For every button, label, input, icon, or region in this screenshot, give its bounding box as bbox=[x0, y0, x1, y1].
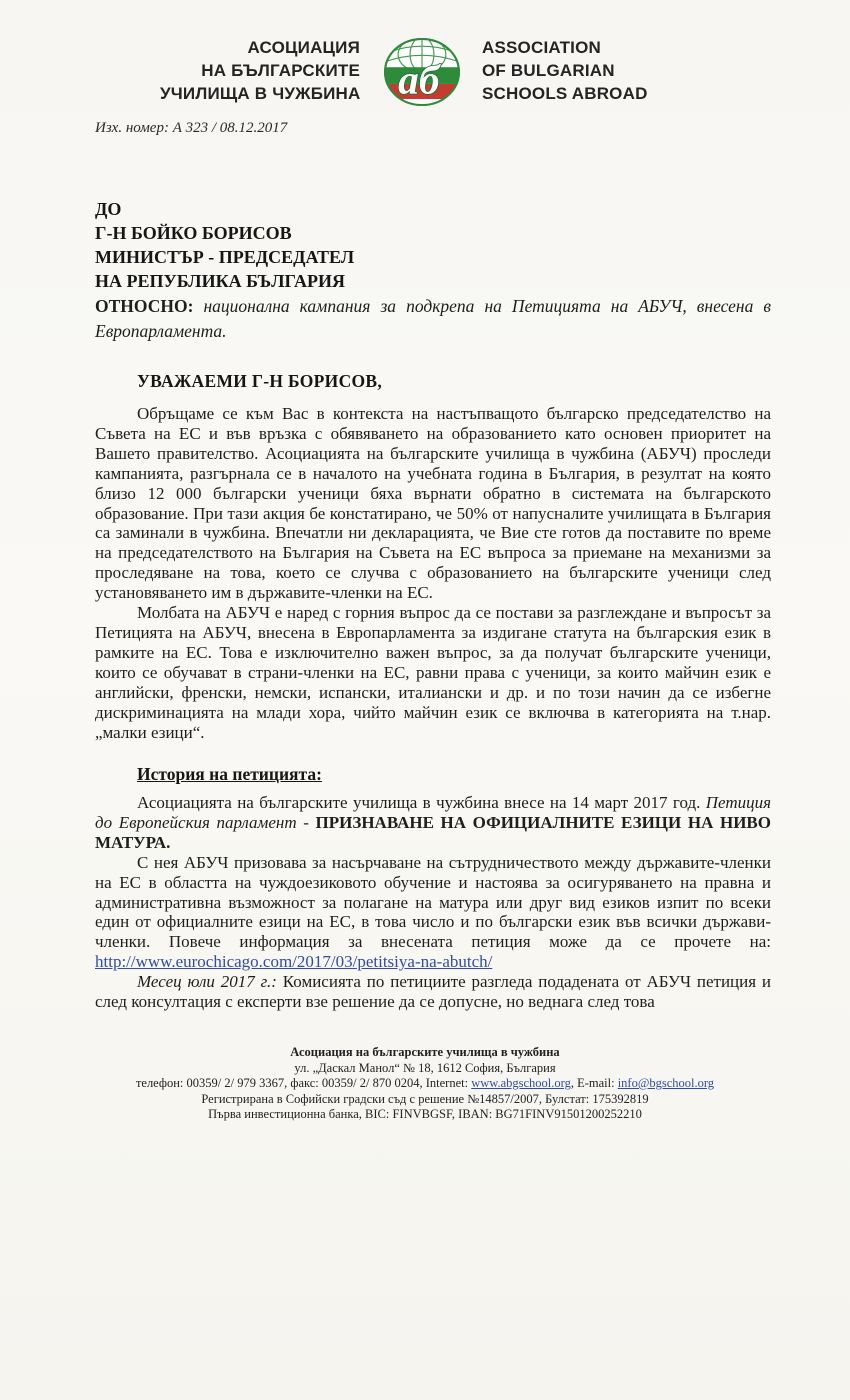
paragraph-5-date: Месец юли 2017 г.: bbox=[137, 972, 277, 992]
paragraph-3-petition-name: ПРИЗНАВАНЕ НА ОФИЦИАЛНИТЕ ЕЗИЦИ НА НИВО МАТУРА. bbox=[95, 812, 771, 852]
footer-phone-fax: телефон: 00359/ 2/ 979 3367, факс: 00359/ 2/ 870 0204, Internet: bbox=[135, 1076, 472, 1090]
recipient-block bbox=[95, 197, 354, 293]
org-name-en-line: SCHOOLS ABROAD bbox=[482, 84, 648, 103]
footer-bank-details: Първа инвестиционна банка, BIC: FINVBGSF, IBAN: BG71FINV91501200252210 bbox=[208, 1107, 642, 1121]
org-name-en-line: OF BULGARIAN bbox=[482, 61, 615, 80]
salutation: УВАЖАЕМИ Г-Н БОРИСОВ, bbox=[137, 371, 383, 391]
org-name-english bbox=[482, 36, 677, 105]
paragraph-5 bbox=[95, 972, 771, 1012]
paragraph-4-text: С нея АБУЧ призовава за насърчаване на сътрудничеството между държавите-членки на ЕС в областта на чуждоезиковото обучение и настоява за осигуряването на правна и административна възможност за полагане на матура или друг вид езиков изпит по всеки един от официалните езици на ЕС, в това число и по български език във всички държави-членки. Повече информация за внесената петиция може да се прочете на: bbox=[95, 852, 771, 952]
history-text bbox=[95, 793, 771, 1012]
subject-line bbox=[95, 294, 771, 344]
subject-label: ОТНОСНО: bbox=[95, 296, 194, 316]
footer-contacts bbox=[0, 1076, 850, 1092]
body-text bbox=[95, 404, 771, 742]
footer-email-label: , E-mail: bbox=[570, 1076, 618, 1090]
recipient-line: МИНИСТЪР - ПРЕДСЕДАТЕЛ bbox=[95, 247, 355, 267]
paragraph-3 bbox=[95, 793, 771, 853]
ref-number: Изх. номер: А 323 / 08.12.2017 bbox=[95, 120, 288, 136]
paragraph-3-petition-title: Петиция до Европейския парламент bbox=[95, 793, 771, 832]
letter-footer bbox=[0, 1045, 850, 1123]
website-link[interactable]: www.abgschool.org bbox=[471, 1076, 571, 1090]
paragraph-3-text: Асоциацията на българските училища в чужбина внесе на 14 март 2017 год. bbox=[137, 793, 706, 812]
footer-org-name: Асоциация на българските училища в чужбина bbox=[290, 1045, 560, 1059]
letterhead bbox=[160, 36, 677, 107]
history-heading: История на петицията: bbox=[137, 764, 322, 784]
paragraph-1: Обръщаме се към Вас в контекста на настъпващото българско председателство на Съвета на ЕС и във връзка с обявяването на образованието като основен приоритет на Вашето правителство. Асоциацията на българските училища в чужбина (АБУЧ) проследи кампанията, разгърнала се в началото на учебната година в България, в резултат на която близо 12 000 български ученици бяха върнати обратно в системата на българското образование. При тази акция бе констатирано, че 50% от напусналите училищата в България са заминали в чужбина. Впечатли ни декларацията, че Вие сте готов да поставите по време на председателството на България на Съвета на ЕС въпроса за приемане на механизми за проследяване на това, което се случва с образованието на българските ученици след установяването им в държавите-членки на ЕС. bbox=[95, 404, 771, 603]
footer-address: ул. „Даскал Манол“ № 18, 1612 София, България bbox=[294, 1060, 556, 1075]
paragraph-4 bbox=[95, 853, 771, 972]
recipient-line: ДО bbox=[95, 199, 122, 219]
org-name-bg-line: НА БЪЛГАРСКИТЕ bbox=[201, 61, 360, 80]
org-name-bulgarian bbox=[160, 36, 360, 105]
org-name-en-line: ASSOCIATION bbox=[482, 38, 602, 57]
recipient-line: Г-Н БОЙКО БОРИСОВ bbox=[95, 223, 292, 243]
recipient-line: НА РЕПУБЛИКА БЪЛГАРИЯ bbox=[95, 271, 346, 291]
paragraph-3-separator: - bbox=[296, 812, 316, 832]
subject-text: национална кампания за подкрепа на Петицията на АБУЧ, внесена в Европарламента. bbox=[95, 296, 771, 341]
org-name-bg-line: УЧИЛИЩА В ЧУЖБИНА bbox=[160, 84, 361, 103]
org-name-bg-line: АСОЦИАЦИЯ bbox=[247, 38, 360, 57]
paragraph-5-text: Комисията по петициите разгледа подадената от АБУЧ петиция и след консултация с експерти взе решение да се допусне, но веднага след това bbox=[95, 972, 771, 1012]
email-link[interactable]: info@bgschool.org bbox=[617, 1076, 715, 1090]
paragraph-2: Молбата на АБУЧ е наред с горния въпрос да се постави за разглеждане и въпросът за Петицията на АБУЧ, внесена в Европарламента за издигане статута на българския език в рамките на ЕС. Това е изключително важен въпрос, за да получат българските ученици, които се обучават в страни-членки на ЕС, равни права с ученици, за които майчин език е английски, френски, немски, испански, италиански и др. и по този начин да се избегне дискриминацията на млади хора, чийто майчин език се включва в категорията на т.нар. „малки езици“. bbox=[95, 603, 771, 742]
org-logo bbox=[382, 37, 462, 107]
globe-flag-logo-icon bbox=[382, 37, 462, 107]
petition-url-link[interactable]: http://www.eurochicago.com/2017/03/petitsiya-na-abutch/ bbox=[95, 952, 493, 972]
logo-letters: аб bbox=[398, 56, 440, 103]
footer-registration: Регистрирана в Софийски градски съд с решение №14857/2007, Булстат: 175392819 bbox=[201, 1091, 649, 1106]
